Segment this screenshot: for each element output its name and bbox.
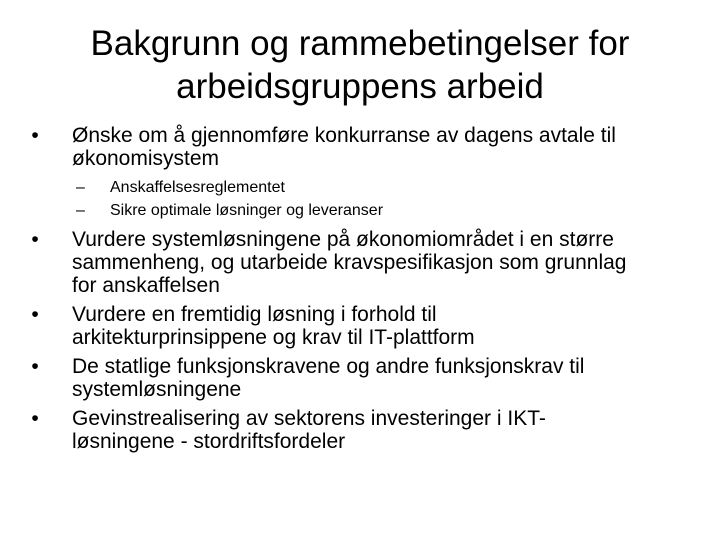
- bullet-dot-icon: •: [31, 124, 39, 147]
- bullet-text-line: Vurdere systemløsningene på økonomiområdet i en større: [72, 228, 614, 251]
- sub-bullet-item: [26, 199, 696, 222]
- bullet-dot-icon: •: [31, 303, 39, 326]
- bullet-text-line: De statlige funksjonskravene og andre funksjonskrav til: [72, 355, 585, 378]
- sub-bullet-dash-icon: –: [76, 202, 85, 219]
- bullet-text-line: Vurdere en fremtidig løsning i forhold til: [72, 303, 437, 326]
- sub-bullet-text: Sikre optimale løsninger og leveranser: [110, 202, 384, 219]
- bullet-dot-icon: •: [31, 407, 39, 430]
- bullet-item: [26, 124, 696, 170]
- bullet-text-line: Gevinstrealisering av sektorens investeringer i IKT-: [72, 407, 546, 430]
- bullet-text-line: økonomisystem: [72, 147, 220, 170]
- bullet-text-line: sammenheng, og utarbeide kravspesifikasjon som grunnlag: [72, 251, 627, 274]
- bullet-item: [26, 303, 696, 349]
- bullet-item: [26, 407, 696, 453]
- bullet-item: [26, 355, 696, 401]
- title-line-2: arbeidsgruppens arbeid: [176, 67, 544, 106]
- bullet-text-line: systemløsningene: [72, 378, 242, 401]
- bullet-list: [26, 124, 696, 453]
- bullet-text-line: for anskaffelsen: [72, 274, 220, 297]
- bullet-text-line: arkitekturprinsippene og krav til IT-plattform: [72, 326, 475, 349]
- bullet-item: [26, 228, 696, 297]
- title-line-1: Bakgrunn og rammebetingelser for: [90, 24, 630, 63]
- slide-title: [40, 22, 680, 108]
- bullet-text-line: Ønske om å gjennomføre konkurranse av dagens avtale til: [72, 124, 616, 147]
- sub-bullet-text: Anskaffelsesreglementet: [110, 179, 285, 196]
- sub-bullet-item: [26, 176, 696, 199]
- sub-bullet-dash-icon: –: [76, 179, 85, 196]
- bullet-dot-icon: •: [31, 228, 39, 251]
- bullet-text-line: løsningene - stordriftsfordeler: [72, 430, 346, 453]
- bullet-dot-icon: •: [31, 355, 39, 378]
